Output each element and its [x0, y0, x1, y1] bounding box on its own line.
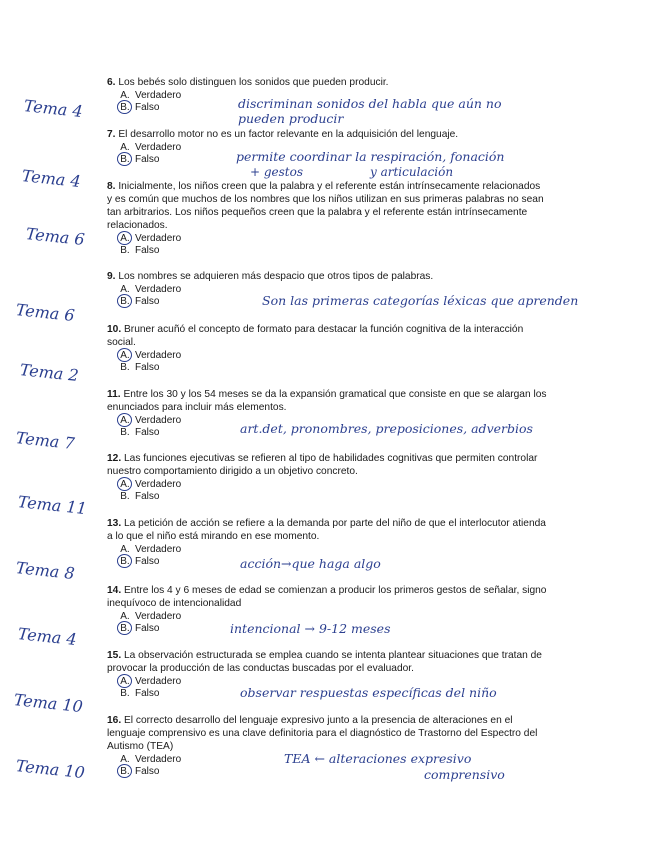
answer-circle: B. [117, 765, 133, 777]
question-15-option-a[interactable]: A. Verdadero [117, 675, 547, 687]
tema-label-q6: Tema 4 [23, 96, 84, 122]
answer-circle: A. [117, 349, 133, 361]
question-6-text: 6. Los bebés solo distinguen los sonidos que pueden producir. [107, 77, 389, 88]
answer-circle: B. [117, 153, 133, 165]
tema-label-q10: Tema 2 [19, 360, 80, 386]
question-16-option-b[interactable]: B. Falso [117, 765, 547, 777]
question-9-option-b[interactable]: B. Falso [117, 295, 547, 307]
tema-label-q11: Tema 7 [15, 428, 76, 454]
question-12-option-b[interactable]: B. Falso [120, 490, 160, 502]
question-8-option-b[interactable]: B. Falso [120, 244, 160, 256]
question-11-text: 11. Entre los 30 y los 54 meses se da la expansión gramatical que consiste en que se alargan los enunciados para incluir más elementos. [107, 389, 547, 413]
question-12 [107, 452, 547, 502]
tema-label-q15: Tema 10 [13, 690, 84, 717]
question-15-text: 15. La observación estructurada se emplea cuando se intenta plantear situaciones que tratan de provocar la producción de las conductas buscadas por el evaluador. [107, 650, 542, 674]
question-9-option-a[interactable]: A. Verdadero [120, 283, 182, 295]
question-7-option-a[interactable]: A. Verdadero [120, 141, 182, 153]
note-q16-line1: TEA ← alteraciones expresivo [284, 751, 472, 766]
note-q7-plus: + gestos [250, 165, 304, 179]
note-q9: Son las primeras categorías léxicas que aprenden [262, 293, 579, 308]
question-14-option-a[interactable]: A. Verdadero [120, 610, 182, 622]
tema-label-q13: Tema 8 [15, 558, 76, 584]
question-8-option-a[interactable]: A. Verdadero [117, 232, 547, 244]
question-12-text: 12. Las funciones ejecutivas se refieren al tipo de habilidades cognitivas que permiten controlar nuestro comportamiento dirigido a un objetivo concreto. [107, 453, 538, 477]
note-q6: discriminan sonidos del habla que aún no pueden producir [238, 96, 502, 126]
tema-label-q7: Tema 4 [21, 166, 82, 192]
question-11-option-a[interactable]: A. Verdadero [117, 414, 547, 426]
question-10 [107, 323, 547, 373]
question-10-text: 10. Bruner acuñó el concepto de formato para destacar la función cognitiva de la interacción social. [107, 324, 524, 348]
answer-circle: A. [117, 675, 133, 687]
question-16-option-a[interactable]: A. Verdadero [120, 753, 182, 765]
question-8-text: 8. Inicialmente, los niños creen que la palabra y el referente están intrínsecamente relacionados y es común que muchos de los nombres que los niños utilizan en sus primeras palabras no sean tan arbitrarios. Los niños pequeños creen que la palabra y el referente están intrínsecamente relacionados. [107, 181, 544, 231]
question-8 [107, 180, 547, 256]
note-q13: acción→que haga algo [240, 556, 381, 571]
question-13-option-b[interactable]: B. Falso [117, 555, 547, 567]
question-11-option-b[interactable]: B. Falso [120, 426, 160, 438]
answer-circle: A. [117, 414, 133, 426]
answer-circle: A. [117, 232, 133, 244]
answer-circle: A. [117, 478, 133, 490]
question-7-text: 7. El desarrollo motor no es un factor relevante en la adquisición del lenguaje. [107, 129, 459, 140]
tema-label-q9: Tema 6 [15, 300, 76, 326]
note-q11: art.det, pronombres, preposiciones, adverbios [240, 421, 533, 436]
note-q7-line2: y articulación [370, 165, 454, 179]
question-16-text: 16. El correcto desarrollo del lenguaje expresivo junto a la presencia de alteraciones en el lenguaje comprensivo es una clave definitoria para el diagnóstico de Trastorno del Espectro del Autismo (TEA) [107, 715, 538, 752]
question-13-option-a[interactable]: A. Verdadero [120, 543, 182, 555]
answer-circle: B. [117, 295, 133, 307]
tema-label-q14: Tema 4 [17, 624, 78, 650]
question-6-option-a[interactable]: A. Verdadero [120, 89, 182, 101]
note-q7-line1: permite coordinar la respiración, fonación [236, 149, 505, 164]
question-13-text: 13. La petición de acción se refiere a la demanda por parte del niño de que el interlocutor atienda a lo que el niño está mirando en ese momento. [107, 518, 546, 542]
question-15-option-b[interactable]: B. Falso [120, 687, 160, 699]
note-q15: observar respuestas específicas del niño [240, 685, 497, 700]
question-6-option-b[interactable]: B. Falso [117, 101, 547, 113]
note-q16-line2: comprensivo [424, 767, 505, 782]
note-q14: intencional → 9-12 meses [230, 621, 391, 636]
question-14-text: 14. Entre los 4 y 6 meses de edad se comienzan a producir los primeros gestos de señalar, signo inequívoco de intencionalidad [107, 585, 547, 609]
question-12-option-a[interactable]: A. Verdadero [117, 478, 547, 490]
answer-circle: B. [117, 101, 133, 113]
tema-label-q12: Tema 11 [17, 492, 88, 519]
question-14-option-b[interactable]: B. Falso [117, 622, 547, 634]
answer-circle: B. [117, 622, 133, 634]
question-10-option-a[interactable]: A. Verdadero [117, 349, 547, 361]
question-7-option-b[interactable]: B. Falso [117, 153, 547, 165]
tema-label-q16: Tema 10 [15, 756, 86, 783]
answer-circle: B. [117, 555, 133, 567]
question-9-text: 9. Los nombres se adquieren más despacio que otros tipos de palabras. [107, 271, 434, 282]
tema-label-q8: Tema 6 [25, 224, 86, 250]
question-10-option-b[interactable]: B. Falso [120, 361, 160, 373]
